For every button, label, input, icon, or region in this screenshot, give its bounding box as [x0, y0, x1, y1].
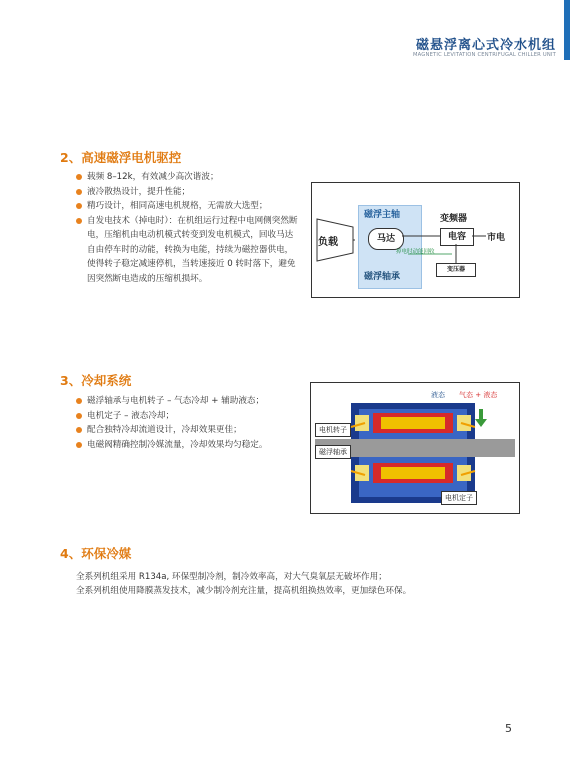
- refrigerant-paragraph-1: 全系列机组采用 R134a, 环保型制冷剂，制冷效率高，对大气臭氧层无破坏作用；: [76, 572, 387, 582]
- grid-label: 市电: [487, 233, 506, 243]
- header-title: 磁悬浮离心式冷水机组: [415, 38, 556, 53]
- motor-drive-bullets: [76, 170, 298, 286]
- gas-liquid-label: 气态 + 液态: [459, 391, 498, 399]
- motor-box: 马达: [368, 228, 404, 250]
- list-item: 电机定子 – 液态冷却；: [76, 409, 306, 424]
- bearing-label: 磁浮轴承: [364, 272, 401, 282]
- page-number: 5: [505, 722, 512, 735]
- transformer-box: 变压器: [436, 263, 476, 277]
- section-title-cooling: 3、冷却系统: [60, 373, 132, 388]
- cooling-diagram: [310, 382, 520, 514]
- liquid-label: 液态: [431, 391, 445, 399]
- recovery-label: 掉电时动能回收: [396, 249, 435, 255]
- list-item: 液冷散热设计，提升性能；: [76, 185, 298, 200]
- list-item: 配合独特冷却流道设计，冷却效果更佳；: [76, 423, 306, 438]
- cooling-bullets: [76, 394, 306, 452]
- section-title-motor-drive: 2、高速磁浮电机驱控: [60, 150, 182, 165]
- list-item: 自发电技术（掉电时）：在机组运行过程中电网侧突然断电，压缩机由电动机模式转变到发电机模式，回收马达自由停车时的动能，转换为电能，持续为磁控器供电，使得转子稳定减速停机，当转速接近 0 转时落下，避免因突然断电造成的压缩机损坏。: [76, 214, 298, 287]
- list-item: 电磁阀精确控制冷媒流量，冷却效果均匀稳定。: [76, 438, 306, 453]
- inverter-label: 变频器: [440, 214, 468, 224]
- capacitor-box: 电容: [440, 228, 474, 246]
- load-label: 负载: [318, 237, 338, 248]
- list-item: 载频 8–12k，有效减少高次谐波；: [76, 170, 298, 185]
- header-subtitle: MAGNETIC LEVITATION CENTRIFUGAL CHILLER UNIT: [412, 52, 556, 58]
- bearing-tag: 磁浮轴承: [315, 445, 351, 459]
- motor-drive-diagram: [311, 182, 520, 298]
- header-bar: [564, 0, 570, 60]
- refrigerant-paragraph-2: 全系列机组使用降膜蒸发技术，减少制冷剂充注量，提高机组换热效率，更加绿色环保。: [76, 586, 412, 596]
- rotor-tag: 电机转子: [315, 423, 351, 437]
- list-item: 磁浮轴承与电机转子 – 气态冷却 + 辅助液态；: [76, 394, 306, 409]
- section-title-refrigerant: 4、环保冷媒: [60, 546, 132, 561]
- list-item: 精巧设计，相同高速电机规格，无需放大选型；: [76, 199, 298, 214]
- shaft-label: 磁浮主轴: [364, 210, 401, 220]
- stator-tag: 电机定子: [441, 491, 477, 505]
